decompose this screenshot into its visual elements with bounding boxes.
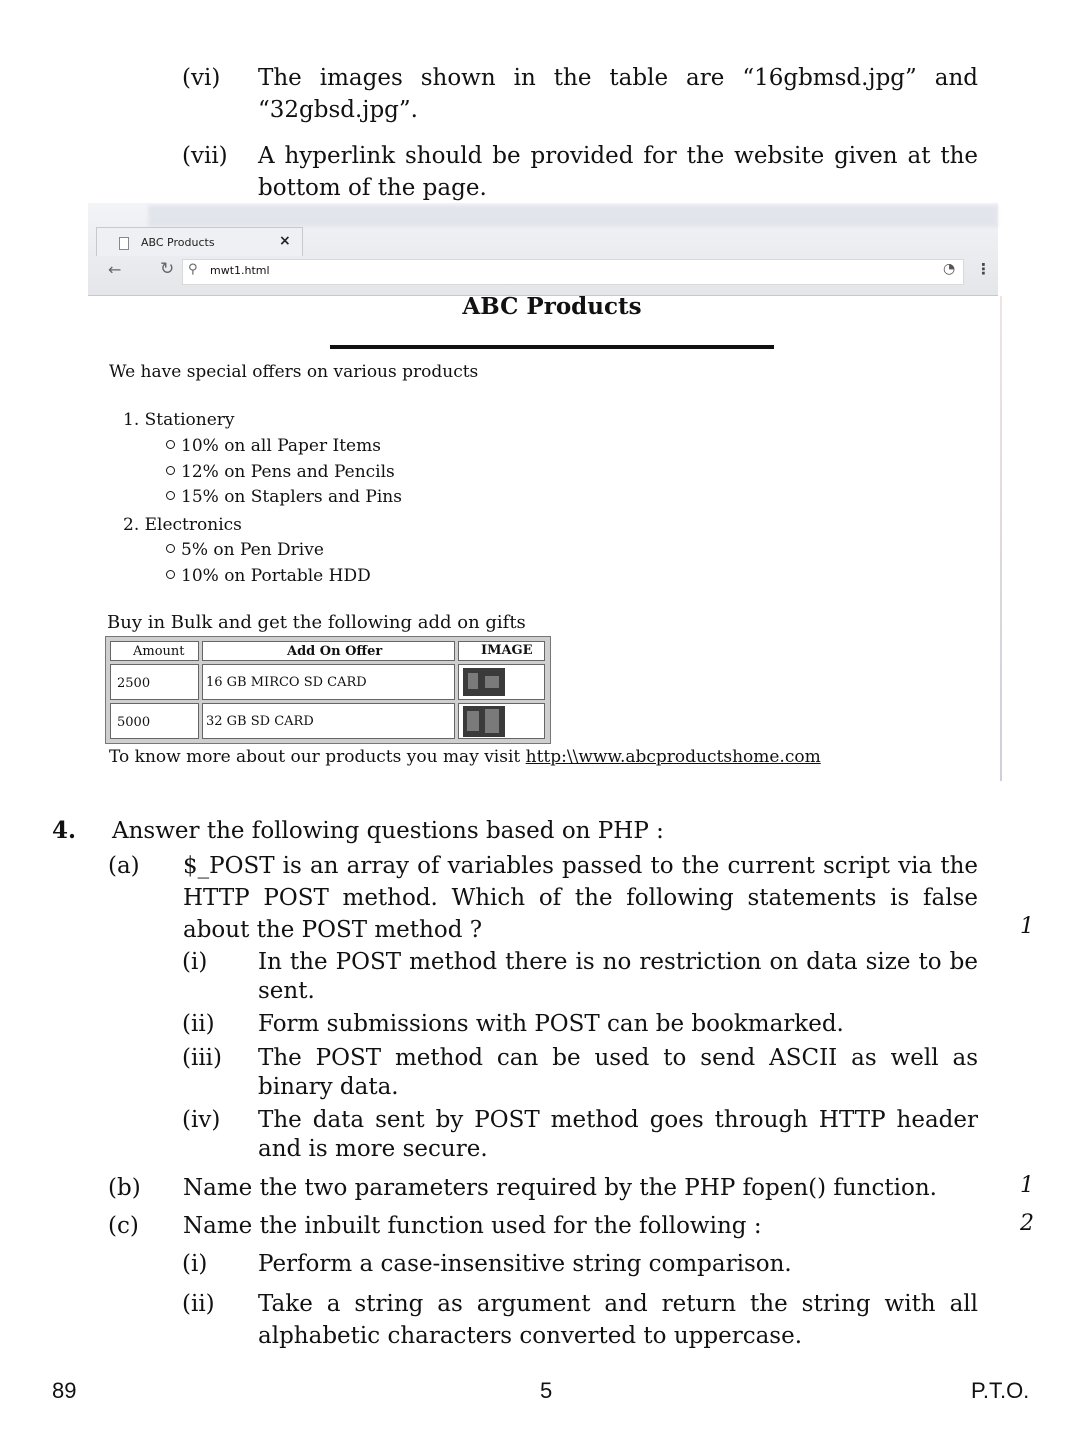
category-label: 1. Stationery [123,410,235,430]
part-label-b: (b) [108,1175,141,1201]
website-link[interactable]: http:\\www.abcproductshome.com [525,747,821,767]
option-number: (iv) [182,1107,221,1133]
bullet-icon [166,491,175,500]
option-text: Perform a case-insensitive string comparison. [258,1251,792,1277]
table-header: Amount [110,641,199,661]
question-number: 4. [52,817,77,844]
option-text: In the POST method there is no restriction on data size to be sent. [258,949,978,1004]
address-bar[interactable] [182,259,964,285]
close-icon[interactable]: × [279,233,291,249]
part-text-b: Name the two parameters required by the PHP fopen() function. [183,1175,937,1201]
micro-sd-card-image [463,668,505,696]
part-text-a: $_POST is an array of variables passed to the current script via the HTTP POST method. Which of the following statements is false about the POST method ? [183,853,978,943]
table-header: Add On Offer [202,641,455,661]
list-item: 5% on Pen Drive [166,539,324,561]
offers-table [105,636,551,744]
table-cell-image [458,703,545,739]
option-number: (iii) [182,1045,223,1071]
list-item: 12% on Pens and Pencils [166,461,395,483]
page-number: 5 [540,1378,553,1403]
marks-c: 2 [1020,1211,1034,1236]
address-url: mwt1.html [210,264,270,277]
table-cell-amount: 5000 [110,703,199,739]
back-arrow-icon[interactable]: ← [108,260,122,279]
list-item: 10% on all Paper Items [166,435,381,457]
table-cell-offer: 16 GB MIRCO SD CARD [202,664,455,700]
option-text: Take a string as argument and return the string with all alphabetic characters converted to uppercase. [258,1291,978,1349]
bulk-caption: Buy in Bulk and get the following add on gifts [107,612,526,633]
part-label-c: (c) [108,1213,139,1239]
table-cell-image [458,664,545,700]
part-label-a: (a) [108,853,140,879]
browser-tab[interactable] [96,227,303,256]
table-header: IMAGE [458,641,545,661]
option-number: (i) [182,1251,208,1277]
bullet-icon [166,440,175,449]
sd-card-image [463,706,505,737]
visit-line: To know more about our products you may visit http:\\www.abcproductshome.com [109,747,821,767]
marks-b: 1 [1020,1173,1034,1198]
bullet-icon [166,466,175,475]
bullet-icon [166,544,175,553]
option-text: The POST method can be used to send ASCII as well as binary data. [258,1045,978,1100]
extension-icon[interactable]: ◔ [943,261,956,277]
table-cell-offer: 32 GB SD CARD [202,703,455,739]
webpage-intro: We have special offers on various products [109,362,479,382]
menu-dots-icon[interactable]: ⋮ [976,260,991,278]
search-icon: ⚲ [188,262,198,277]
option-number: (ii) [182,1011,215,1037]
item-number-vi: (vi) [182,65,221,91]
browser-window [88,203,998,296]
scrollbar-edge [1000,296,1002,781]
webpage-heading: ABC Products [462,293,642,320]
item-number-vii: (vii) [182,143,228,169]
horizontal-rule [330,345,774,349]
option-text: Form submissions with POST can be bookmarked. [258,1011,844,1037]
tab-title: ABC Products [141,236,215,249]
reload-icon[interactable]: ↻ [160,259,175,279]
option-number: (ii) [182,1291,215,1317]
bullet-icon [166,570,175,579]
list-item: 10% on Portable HDD [166,565,371,587]
page-icon [119,237,129,250]
item-text-vi: The images shown in the table are “16gbmsd.jpg” and “32gbsd.jpg”. [258,65,978,123]
list-item: 15% on Staplers and Pins [166,486,402,508]
faded-background-text [148,205,998,227]
part-text-c: Name the inbuilt function used for the following : [183,1213,762,1239]
pto-label: P.T.O. [971,1378,1030,1403]
option-number: (i) [182,949,208,975]
table-cell-amount: 2500 [110,664,199,700]
option-text: The data sent by POST method goes through HTTP header and is more secure. [258,1107,978,1162]
paper-code: 89 [52,1378,77,1403]
question-stem: Answer the following questions based on PHP : [112,818,664,844]
item-text-vii: A hyperlink should be provided for the website given at the bottom of the page. [258,143,978,201]
browser-toolbar [88,256,998,286]
category-label: 2. Electronics [123,515,242,535]
marks-a: 1 [1020,914,1034,939]
